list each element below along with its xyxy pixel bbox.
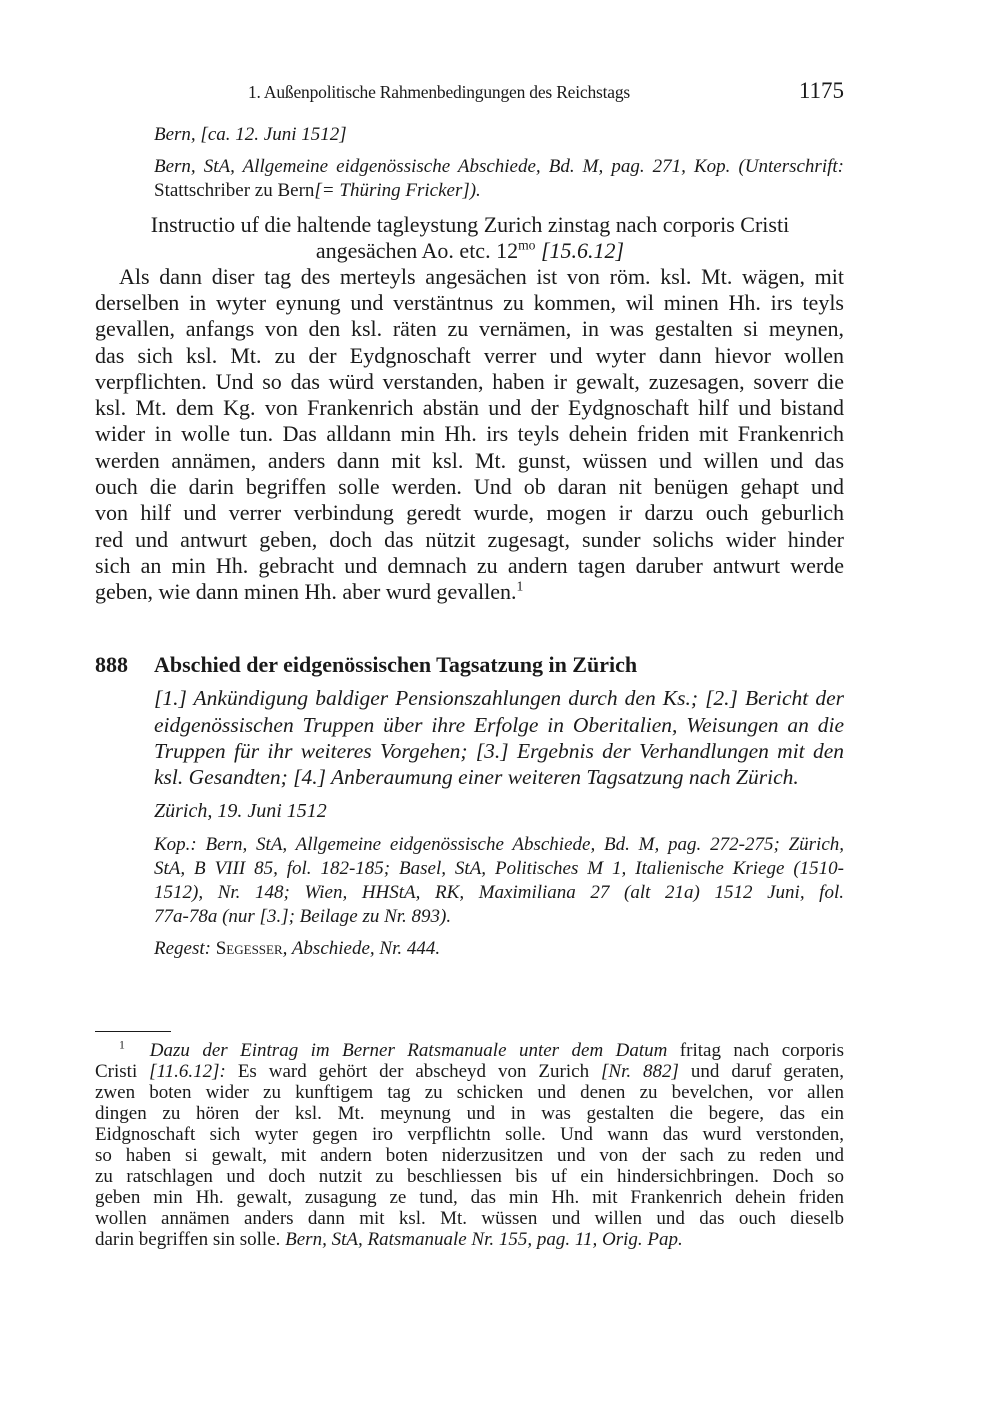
footnote-text: und daruf geraten, [678, 1061, 845, 1082]
footnote-line: dingen zu hören der ksl. Mt. meynung und in was gestalten die begere, das ein [95, 1103, 844, 1124]
prev-title-text: angesächen Ao. etc. 12 [315, 238, 519, 263]
footnote-line: geben min Hh. gewalt, zusagung ze tund, das min Hh. mit Frankenrich dehein friden [95, 1187, 844, 1208]
footnote-crossref: [Nr. 882] [601, 1061, 679, 1082]
footnote-ref[interactable]: 1 [516, 578, 524, 594]
body-line: gevallen, anfangs von den ksl. räten zu vernämen, in was gestalten si meynen, [95, 316, 844, 341]
prev-source-line-1: Bern, StA, Allgemeine eidgenössische Abschiede, Bd. M, pag. 271, Kop. (Unterschrift: [154, 156, 844, 177]
body-line: red und antwurt geben, doch das nützit zugesagt, sunder solichs wider hinder [95, 527, 844, 552]
body-line: werden annämen, anders dann mit ksl. Mt. gunst, wüssen und willen und das [95, 448, 844, 473]
regest-author: Segesser [215, 938, 283, 959]
running-header: 1. Außenpolitische Rahmenbedingungen des Reichstags [248, 82, 631, 102]
copies-last-line: 77a-78a (nur [3.]; Beilage zu Nr. 893). [154, 906, 452, 927]
prev-place-date: Bern, [ca. 12. Juni 1512] [154, 124, 347, 145]
document-number: 888 [95, 652, 128, 677]
body-line: das sich ksl. Mt. zu der Eydgnoschaft verrer und wyter dann hievor wollen [95, 343, 844, 368]
body-line: von hilf und verrer verbindung geredt wurde, mogen ir darzu ouch geburlich [95, 500, 844, 525]
body-last-text: geben, wie dann minen Hh. aber wurd gevallen. [95, 579, 517, 604]
prev-source-scribe: Stattschriber zu Bern [154, 180, 315, 201]
footnote-line: Eidgnoschaft sich wyter gegen iro verpflichtn solle. Und wann das wurd verstonden, [95, 1124, 844, 1145]
regest-rest: , Abschiede, Nr. 444. [282, 938, 441, 959]
summary-line: eidgenössischen Truppen über ihre Erfolge in Oberitalien, Weisungen an die [154, 713, 844, 737]
footnote-text: darin begriffen sin solle. [95, 1229, 286, 1250]
footnote-date: [11.6.12]: [149, 1061, 226, 1082]
footnote-last-line [95, 1230, 844, 1249]
body-line: derselben in wyter eynung und verstäntnus zu kommen, wil minen Hh. irs teyls [95, 290, 844, 315]
footnote-line: wollen annämen anders dann mit ksl. Mt. wüssen und willen und das ouch dieselb [95, 1208, 844, 1229]
document-title: Abschied der eidgenössischen Tagsatzung in Zürich [154, 652, 638, 677]
footnote-line: zu ratschlagen und doch nutzit zu beschliessen bis uf ein hindersichbringen. Doch so [95, 1166, 844, 1187]
prev-title-line-1: Instructio uf die haltende tagleystung Zurich zinstag nach corporis Cristi [150, 212, 790, 237]
copies-line: Kop.: Bern, StA, Allgemeine eidgenössische Abschiede, Bd. M, pag. 272-275; Zürich, [154, 834, 844, 855]
footnote-text: Es ward gehört der abscheyd von Zurich [225, 1061, 602, 1082]
summary-line: Truppen für ihr weiteres Vorgehen; [3.] Ergebnis der Verhandlungen mit den [154, 739, 844, 763]
footnote-text: Cristi [95, 1061, 150, 1082]
regest-line [154, 938, 844, 960]
document-place-date: Zürich, 19. Juni 1512 [154, 800, 327, 822]
footnote-line: zwen boten wider zu kunftigem tag zu schicken und denen zu bevelchen, vor allen [95, 1082, 844, 1103]
regest-label: Regest: [154, 938, 216, 959]
prev-title-line-2 [95, 238, 845, 264]
body-line: wider in wolle tun. Das alldann min Hh. irs teyls dehein friden mit Frankenrich [95, 421, 844, 446]
footnote-number: 1 [119, 1038, 125, 1052]
prev-source-line-2 [154, 180, 844, 202]
body-line: sich an min Hh. gebracht und demnach zu andern tagen daruber antwurt werde [95, 553, 844, 578]
copies-line: StA, B VIII 85, fol. 182-185; Basel, StA, Politisches M 1, Italienische Kriege (1510- [154, 858, 844, 879]
footnote-divider [95, 1031, 171, 1032]
prev-title-date: [15.6.12] [541, 238, 625, 263]
copies-line: 1512), Nr. 148; Wien, HHStA, RK, Maximiliana 27 (alt 21a) 1512 Juni, fol. [154, 882, 844, 903]
body-line: ksl. Mt. dem Kg. von Frankenrich abstän und der Eydgnoschaft hilf und bistand [95, 395, 844, 420]
summary-line: [1.] Ankündigung baldiger Pensionszahlungen durch den Ks.; [2.] Bericht der [154, 686, 844, 710]
body-line: ouch die darin begriffen solle werden. Und ob daran nit benügen gehapt und [95, 474, 844, 499]
page-number: 1175 [798, 78, 844, 103]
footnote-line-2 [95, 1062, 844, 1081]
footnote-source: Bern, StA, Ratsmanuale Nr. 155, pag. 11, Orig. Pap. [285, 1229, 683, 1250]
body-line: verpflichten. Und so das würd verstanden, haben ir gewalt, zuzesagen, soverr die [95, 369, 844, 394]
footnote-date-text: fritag nach corporis [667, 1040, 844, 1061]
prev-source-scribe-name: [= Thüring Fricker]). [314, 180, 481, 201]
body-last-line [95, 579, 844, 605]
body-line: Als dann diser tag des merteyls angesächen ist von röm. ksl. Mt. wägen, mit [119, 264, 844, 289]
footnote-intro: Dazu der Eintrag im Berner Ratsmanuale unter dem Datum [149, 1040, 668, 1061]
summary-last-line: ksl. Gesandten; [4.] Anberaumung einer weiteren Tagsatzung nach Zürich. [154, 765, 799, 789]
footnote-line-1 [95, 1038, 844, 1061]
footnote-line: so haben si gewalt, mit andern boten niderzusitzen und von der sach zu reden und [95, 1145, 844, 1166]
prev-title-sup: mo [518, 237, 536, 253]
